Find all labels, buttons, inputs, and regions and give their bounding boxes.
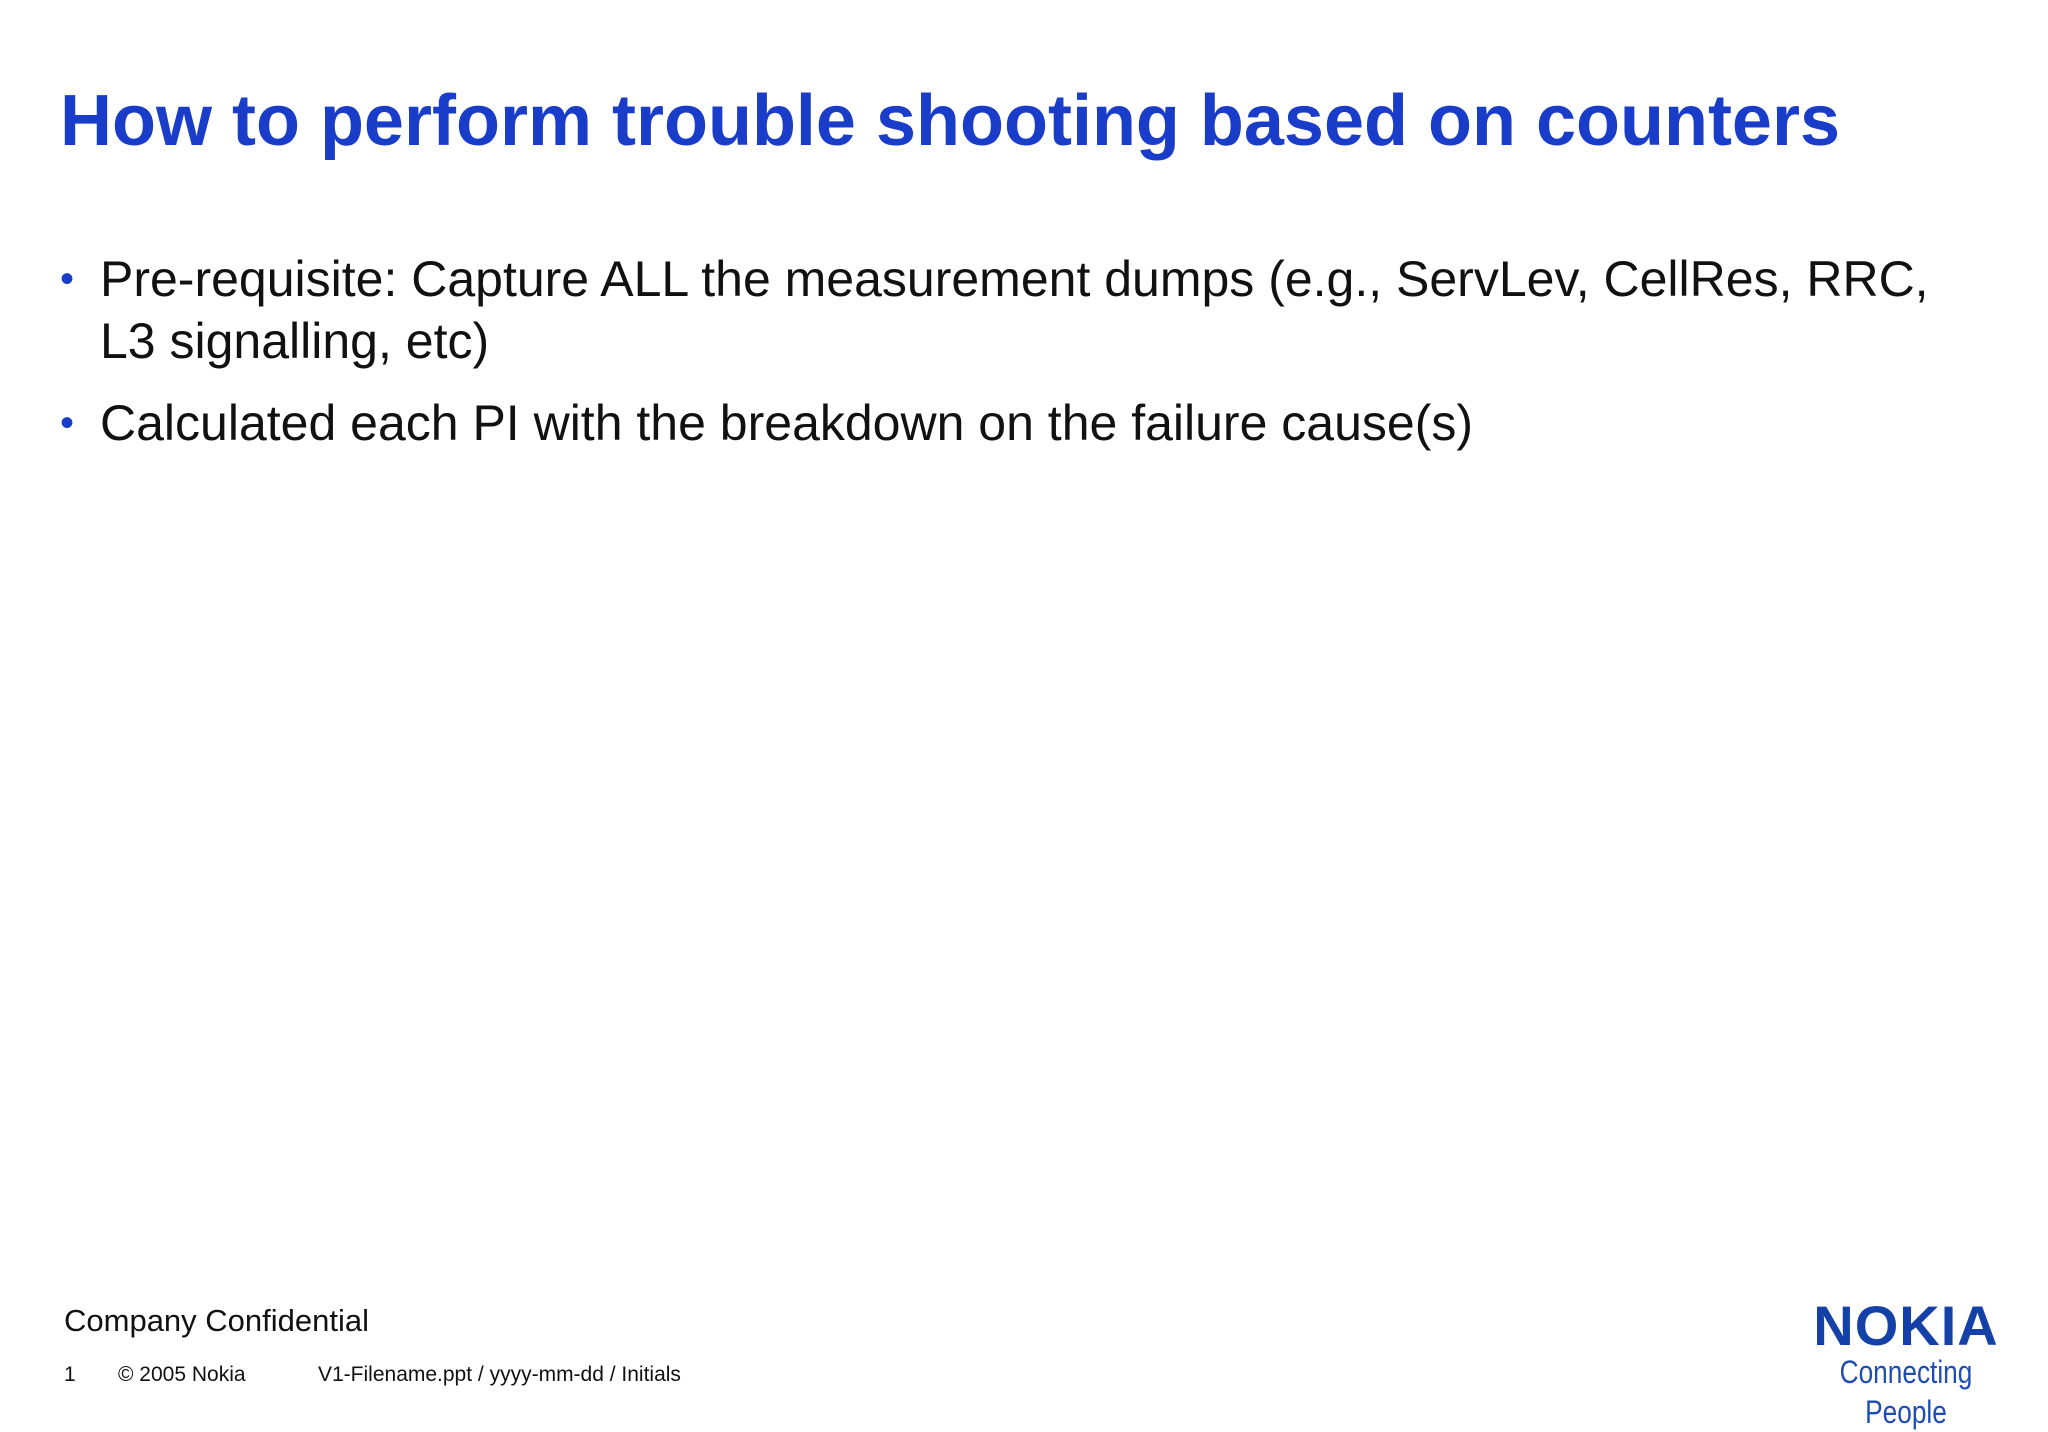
bullet-text: Calculated each PI with the breakdown on the failure cause(s): [100, 395, 1473, 451]
bullet-item: [60, 248, 1960, 372]
copyright-text: © 2005 Nokia: [118, 1363, 246, 1386]
bullet-item: [60, 392, 1960, 454]
page-number: 1: [64, 1363, 76, 1386]
slide-title: How to perform trouble shooting based on counters: [60, 81, 1841, 161]
bullet-marker: •: [60, 257, 75, 301]
bullet-text: Pre-requisite: Capture ALL the measurement dumps (e.g., ServLev, CellRes, RRC, L3 signalling, etc): [100, 251, 1929, 369]
nokia-logo: [1786, 1294, 2026, 1430]
logo-tagline: Connecting People: [1839, 1354, 1973, 1430]
file-info: V1-Filename.ppt / yyyy-mm-dd / Initials: [318, 1363, 681, 1386]
confidentiality-label: Company Confidential: [64, 1303, 370, 1338]
logo-wordmark: NOKIA: [1813, 1294, 1999, 1357]
bullet-list: [60, 248, 1960, 474]
bullet-marker: •: [60, 401, 75, 445]
